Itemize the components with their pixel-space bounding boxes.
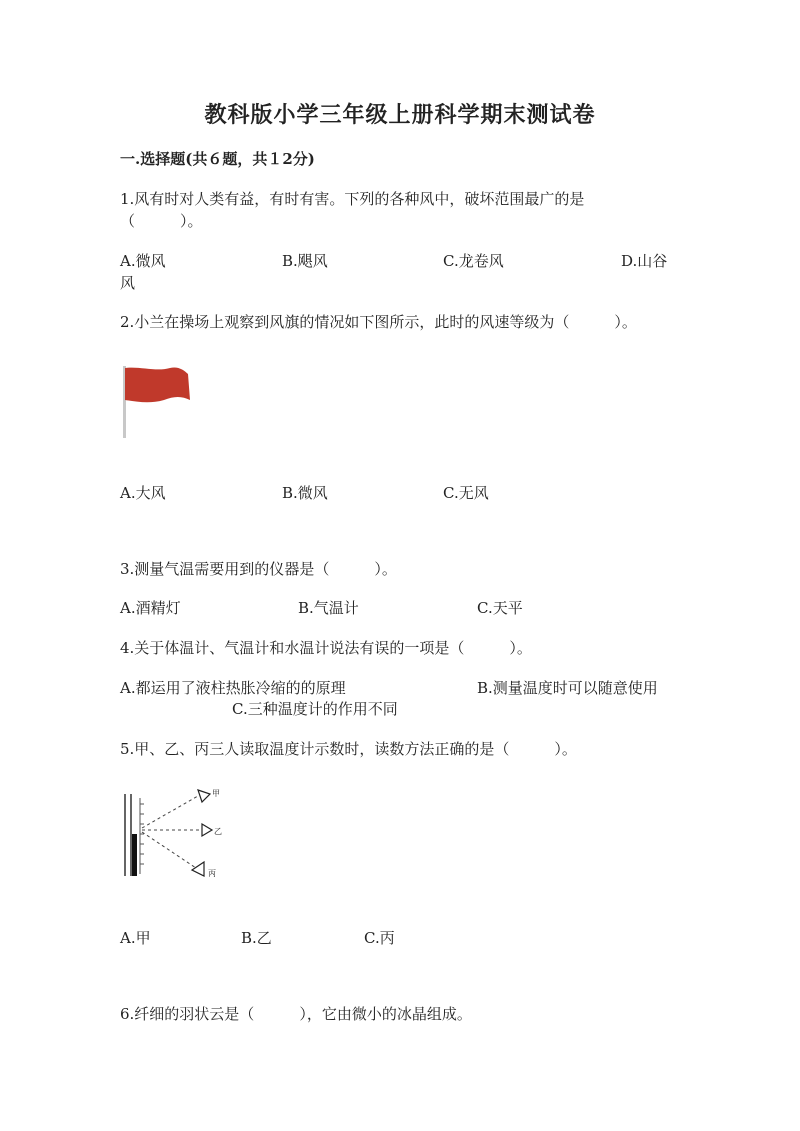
flag-icon: [118, 360, 198, 444]
q3-option-b[interactable]: B.气温计: [298, 599, 359, 617]
q1-option-d[interactable]: D.山谷: [621, 252, 668, 270]
flag-cloth: [125, 367, 190, 402]
exam-title: 教科版小学三年级上册科学期末测试卷: [204, 102, 596, 128]
q5-option-a[interactable]: A.甲: [120, 929, 151, 947]
q1-option-c[interactable]: C.龙卷风: [443, 252, 504, 270]
label-jia: 甲: [212, 789, 220, 798]
section-heading: 一.选择题(共６题，共１2分): [120, 150, 315, 168]
thermometer-reading-figure: [118, 784, 228, 888]
q5-option-c[interactable]: C.丙: [364, 929, 395, 947]
q1-option-b[interactable]: B.飓风: [282, 252, 328, 270]
q4-option-c[interactable]: C.三种温度计的作用不同: [232, 700, 398, 718]
q4-option-b[interactable]: B.测量温度时可以随意使用: [477, 679, 658, 697]
q2-stem: 2.小兰在操场上观察到风旗的情况如下图所示，此时的风速等级为（ ）。: [120, 313, 637, 331]
q6-stem: 6.纤细的羽状云是（ ），它由微小的冰晶组成。: [120, 1005, 472, 1023]
wind-flag-figure: [118, 360, 198, 448]
label-yi: 乙: [214, 827, 222, 836]
q2-option-b[interactable]: B.微风: [282, 484, 328, 502]
q5-stem: 5.甲、乙、丙三人读取温度计示数时，读数方法正确的是（ ）。: [120, 740, 577, 758]
q3-stem: 3.测量气温需要用到的仪器是（ ）。: [120, 560, 397, 578]
q4-stem: 4.关于体温计、气温计和水温计说法有误的一项是（ ）。: [120, 639, 532, 657]
q1-option-a[interactable]: A.微风: [120, 252, 166, 270]
q2-option-c[interactable]: C.无风: [443, 484, 489, 502]
label-bing: 丙: [208, 869, 216, 878]
thermometer-icon: [118, 784, 228, 884]
q1-stem-line2: （ ）。: [120, 212, 203, 230]
q3-option-c[interactable]: C.天平: [477, 599, 523, 617]
q1-option-d-wrap: 风: [120, 274, 136, 292]
q5-option-b[interactable]: B.乙: [241, 929, 272, 947]
q2-option-a[interactable]: A.大风: [120, 484, 166, 502]
q4-option-a[interactable]: A.都运用了液柱热胀冷缩的的原理: [120, 679, 346, 697]
q1-stem-line1: 1.风有时对人类有益，有时有害。下列的各种风中，破坏范围最广的是: [120, 190, 585, 208]
q3-option-a[interactable]: A.酒精灯: [120, 599, 181, 617]
